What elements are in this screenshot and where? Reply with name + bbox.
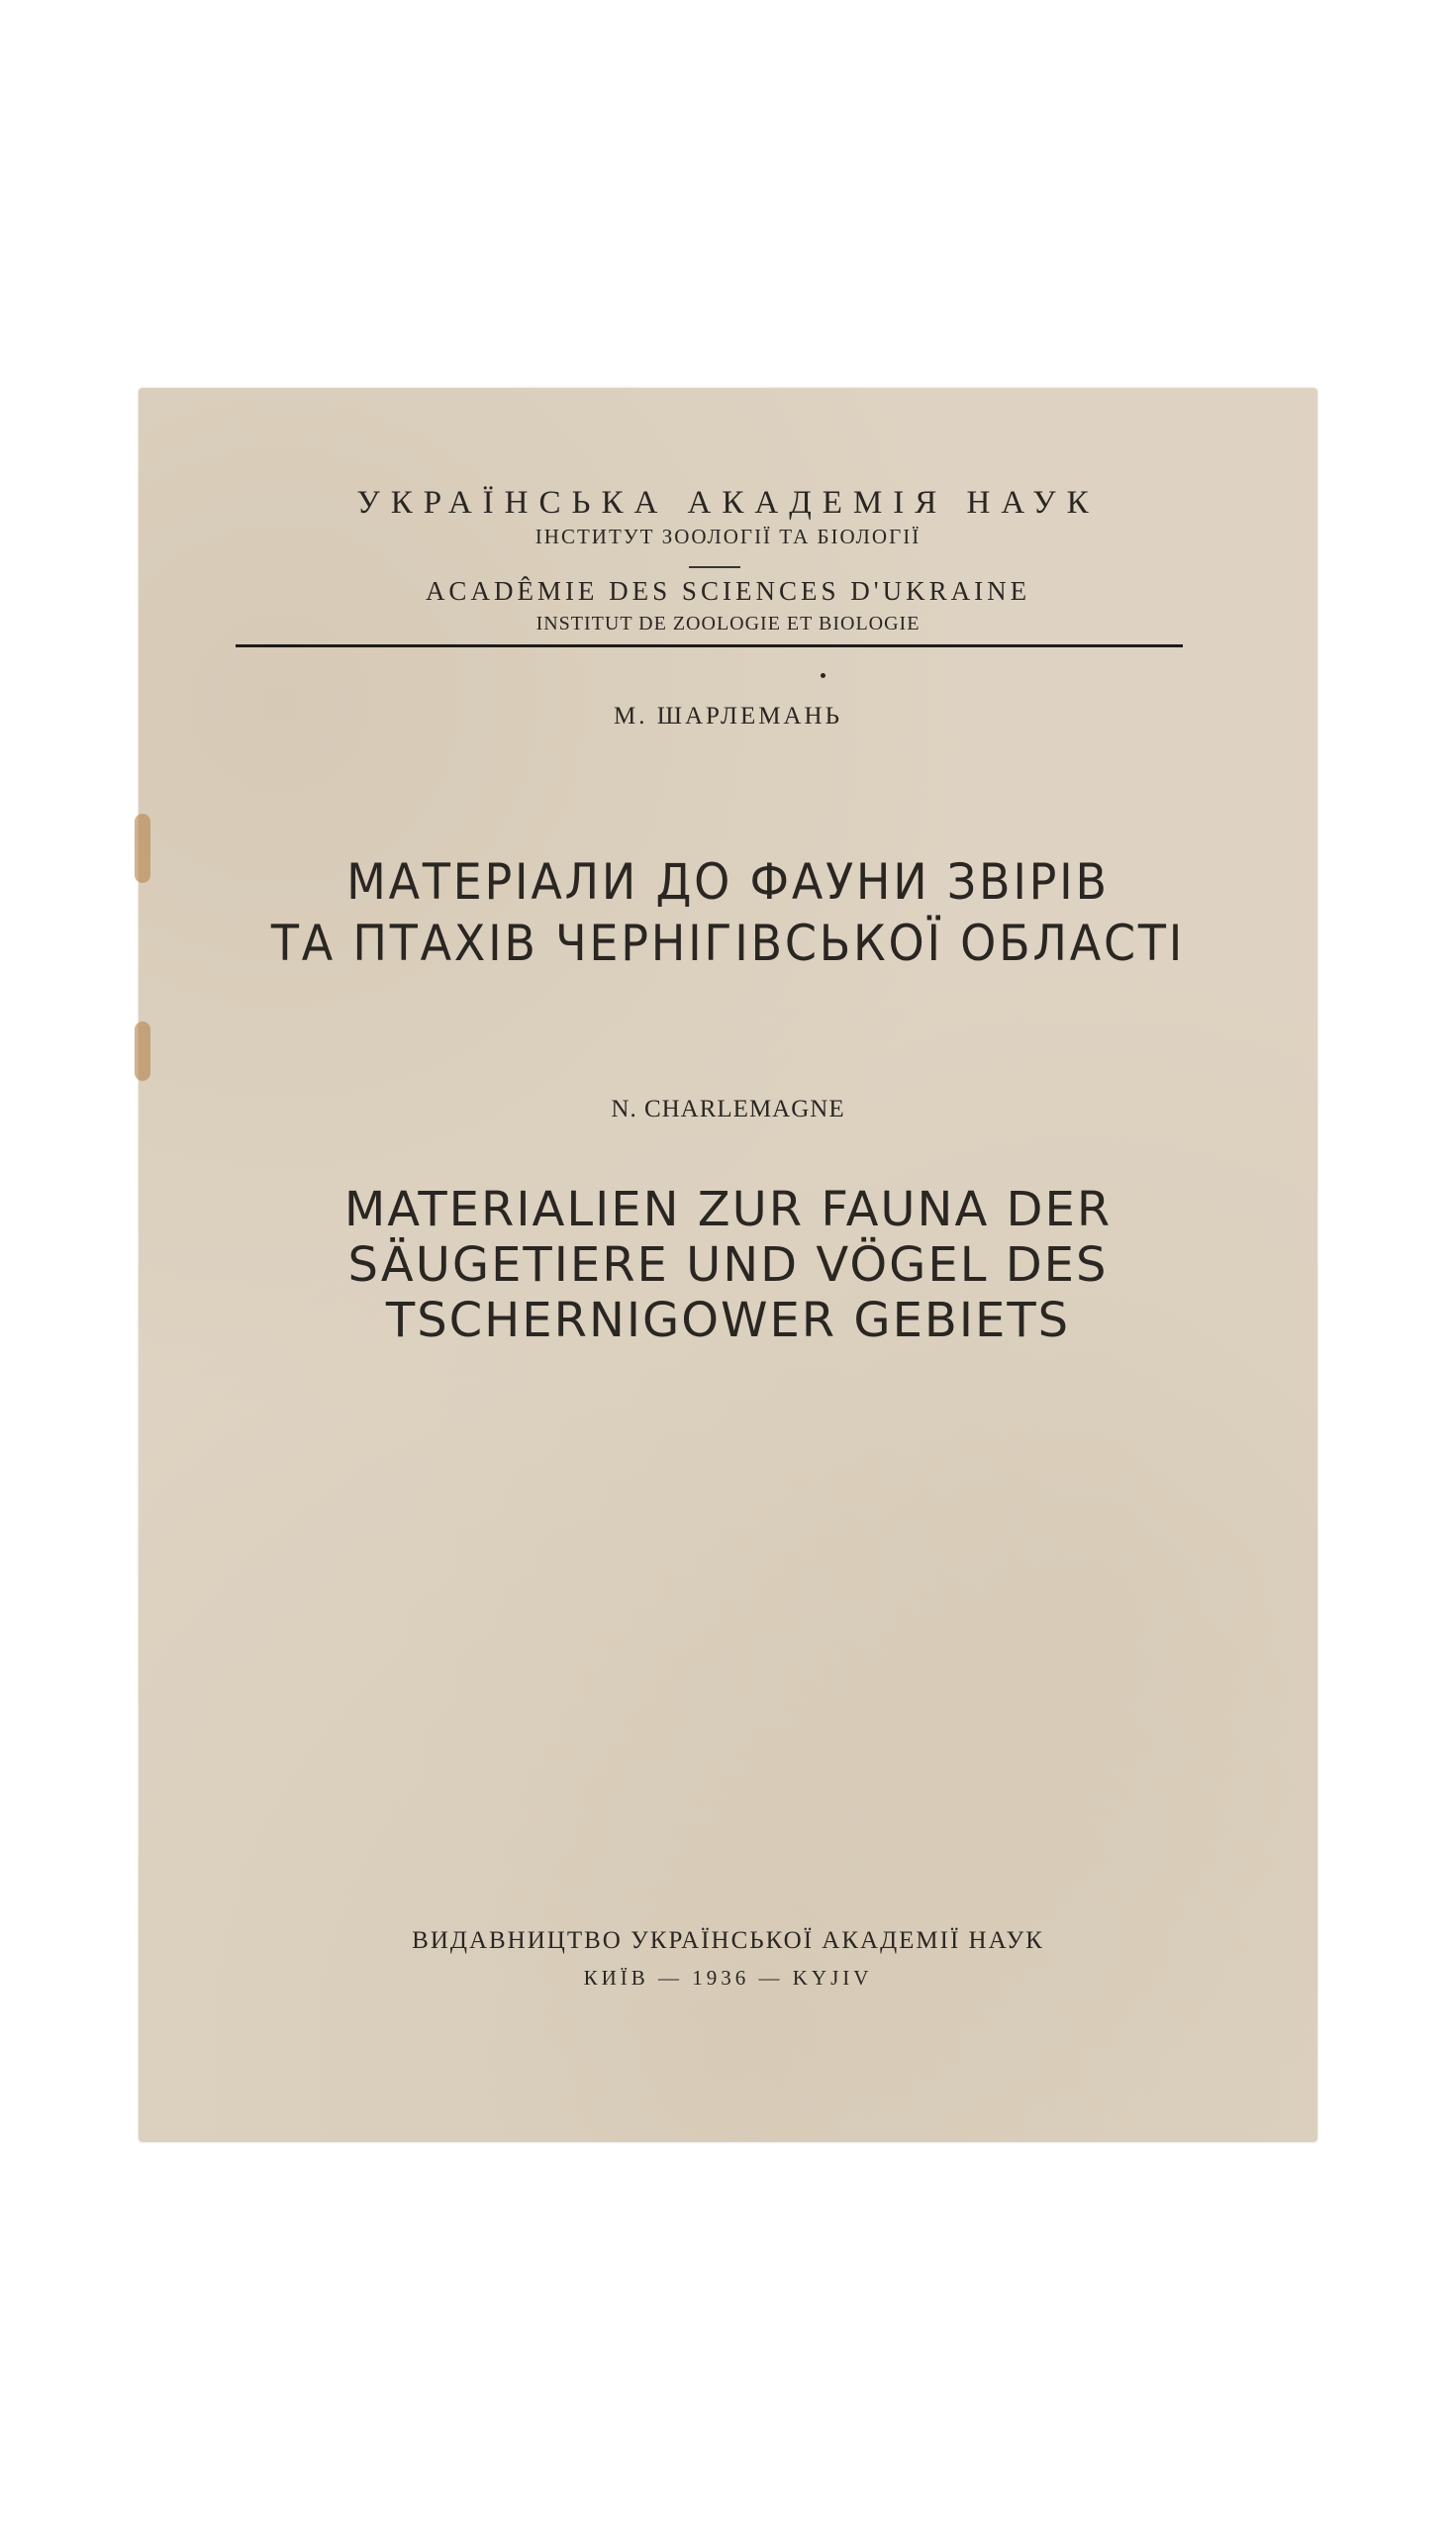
institute-name-french: INSTITUT DE ZOOLOGIE ET BIOLOGIE bbox=[535, 613, 921, 634]
publisher: ВИДАВНИЦТВО УКРАЇНСЬКОЇ АКАДЕМІЇ НАУК bbox=[412, 1927, 1044, 1954]
author-ukrainian: М. ШАРЛЕМАНЬ bbox=[614, 703, 842, 730]
institute-name-ukrainian: ІНСТИТУТ ЗООЛОГІЇ ТА БІОЛОГІЇ bbox=[534, 525, 922, 548]
title-ukrainian-line-2: ТА ПТАХІВ ЧЕРНІГІВСЬКОЇ ОБЛАСТІ bbox=[270, 915, 1186, 972]
title-ukrainian-line-1: МАТЕРІАЛИ ДО ФАУНИ ЗВІРІВ bbox=[346, 853, 1110, 911]
paper-stain bbox=[135, 1022, 150, 1081]
paper-stain bbox=[135, 814, 150, 883]
header-divider bbox=[236, 644, 1183, 647]
author-latin: N. CHARLEMAGNE bbox=[611, 1096, 845, 1122]
academy-name-french: ACADÊMIE DES SCIENCES D'UKRAINE bbox=[425, 576, 1031, 606]
academy-name-ukrainian: УКРАЇНСЬКА АКАДЕМІЯ НАУК bbox=[356, 485, 1100, 521]
title-german-line-3: TSCHERNIGOWER GEBIETS bbox=[385, 1293, 1071, 1348]
ornament-dot bbox=[821, 673, 825, 678]
title-page bbox=[139, 388, 1317, 2142]
place-and-year: КИЇВ — 1936 — KYJIV bbox=[583, 1966, 873, 1990]
title-german-line-2: SÄUGETIERE UND VÖGEL DES bbox=[347, 1237, 1109, 1293]
short-divider bbox=[689, 566, 740, 568]
title-german-line-1: MATERIALIEN ZUR FAUNA DER bbox=[343, 1182, 1113, 1237]
